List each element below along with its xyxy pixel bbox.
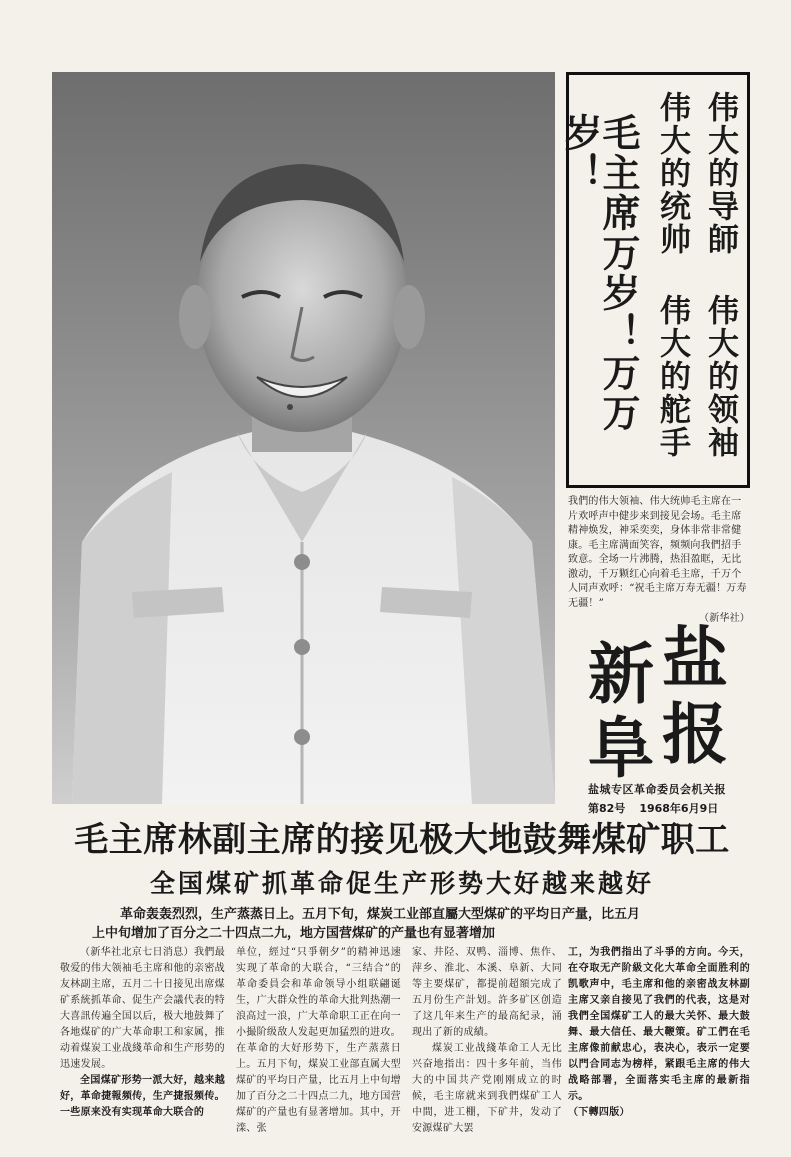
portrait-photo <box>52 72 555 804</box>
slogan-column-3: 毛主席万岁！万万岁！ <box>558 113 640 433</box>
xinhua-note <box>568 495 750 624</box>
issue-line <box>588 800 758 816</box>
masthead-char-2: 报 <box>662 696 728 773</box>
sub-headline: 全国煤矿抓革命促生产形势大好越来越好 <box>149 869 654 898</box>
issue-date: 1968年6月9日 <box>639 802 719 815</box>
lead-line-1: 革命轰轰烈烈，生产蒸蒸日上。五月下旬，煤炭工业部直屬大型煤矿的平均日产量，比五月 <box>120 907 641 922</box>
masthead-char-3: 新 <box>588 636 654 713</box>
lead-line-2: 上中旬增加了百分之二十四点二九，地方国营煤矿的产量也有显著增加 <box>92 926 496 941</box>
body-column-2 <box>236 945 401 1134</box>
continued-notice: （下轉四版） <box>568 1107 630 1118</box>
body-paragraph: 单位，經过“只爭朝夕”的精神迅速实现了革命的大联合，“三结合”的革命委員会和革命领导小组联翩诞生，广大群众性的革命大批判热潮一浪高过一浪，广大革命职工正在向一小撮阶级敌人发起更加猛烈的进攻。在革命的大好形势下，生产蒸蒸日上。五月下旬，煤炭工业部直属大型煤矿的平均日产量，比五月上中旬增加了百分之二十四点二九，地方国营煤矿的产量也有显著增加。其中，开滦、张 <box>236 947 401 1134</box>
lead-paragraph <box>92 905 752 943</box>
body-paragraph: 全国煤矿形势一派大好，越来越好，革命捷報频传，生产捷报频传。一些原来没有实现革命大联合的 <box>60 1075 225 1118</box>
masthead-char-4: 阜 <box>588 710 654 787</box>
slogan-column-1: 伟大的导師 伟大的领袖 <box>702 91 738 459</box>
issue-number: 第82号 <box>588 802 626 815</box>
body-paragraph: 煤炭工业战綫革命工人无比兴奋地指出：四十多年前，当伟大的中国共产党刚刚成立的时候，毛主席就来到我們煤矿工人中間，进工棚，下矿井，发动了安源煤矿大罢 <box>412 1043 562 1134</box>
masthead <box>588 620 748 787</box>
main-headline: 毛主席林副主席的接见极大地鼓舞煤矿职工 <box>74 820 730 860</box>
body-column-4 <box>568 945 750 1125</box>
body-column-1 <box>60 945 225 1125</box>
xinhua-note-source: （新华社） <box>699 613 750 624</box>
slogan-column-2: 伟大的统帅 伟大的舵手 <box>654 91 690 459</box>
body-paragraph: （新华社北京七日消息）我們最敬爱的伟大领袖毛主席和他的亲密战友林副主席，五月二十日接见出席煤矿系統抓革命、促生产会議代表的特大喜訊传遍全国以后，极大地鼓舞了各地煤矿的广大革命职工和家属，推动着煤炭工业战綫革命和生产形势的迅速发展。 <box>60 947 225 1070</box>
body-paragraph: 工，为我們指出了斗爭的方向。今天，在夺取无产阶級文化大革命全面胜利的凯歌声中，毛主席和他的亲密战友林副主席又亲自接见了我們的代表，这是对我們全国煤矿工人的最大关怀、最大鼓舞、最大信任、最大鞭策。矿工們在毛主席像前献忠心，表决心，表示一定要以門合同志为榜样，紧跟毛主席的伟大战略部署，全面落实毛主席的最新指示。 <box>568 947 750 1102</box>
body-paragraph: 家、井陉、双鸭、淄博、焦作、萍乡、淮北、本溪、阜新、大同等主要煤矿，都提前超額完成了五月份生产計划。許多矿区创造了这几年来生产的最高紀录，涌现出了新的成績。 <box>412 947 562 1038</box>
portrait-illustration <box>52 72 555 804</box>
publisher-line: 盐城专区革命委员会机关报 <box>588 783 726 796</box>
slogan-box <box>558 72 750 488</box>
body-column-3 <box>412 945 562 1134</box>
xinhua-note-text: 我們的伟大领袖、伟大统帅毛主席在一片欢呼声中健步来到接见会场。毛主席精神焕发，神采奕奕，身体非常非常健康。毛主席满面笑容，频频向我們招手致意。全场一片沸腾，热泪盈眶，无比激动，千万颗红心向着毛主席，千万个人同声欢呼：“祝毛主席万寿无疆！万寿无疆！” <box>568 496 747 609</box>
masthead-char-1: 盐 <box>662 620 728 697</box>
